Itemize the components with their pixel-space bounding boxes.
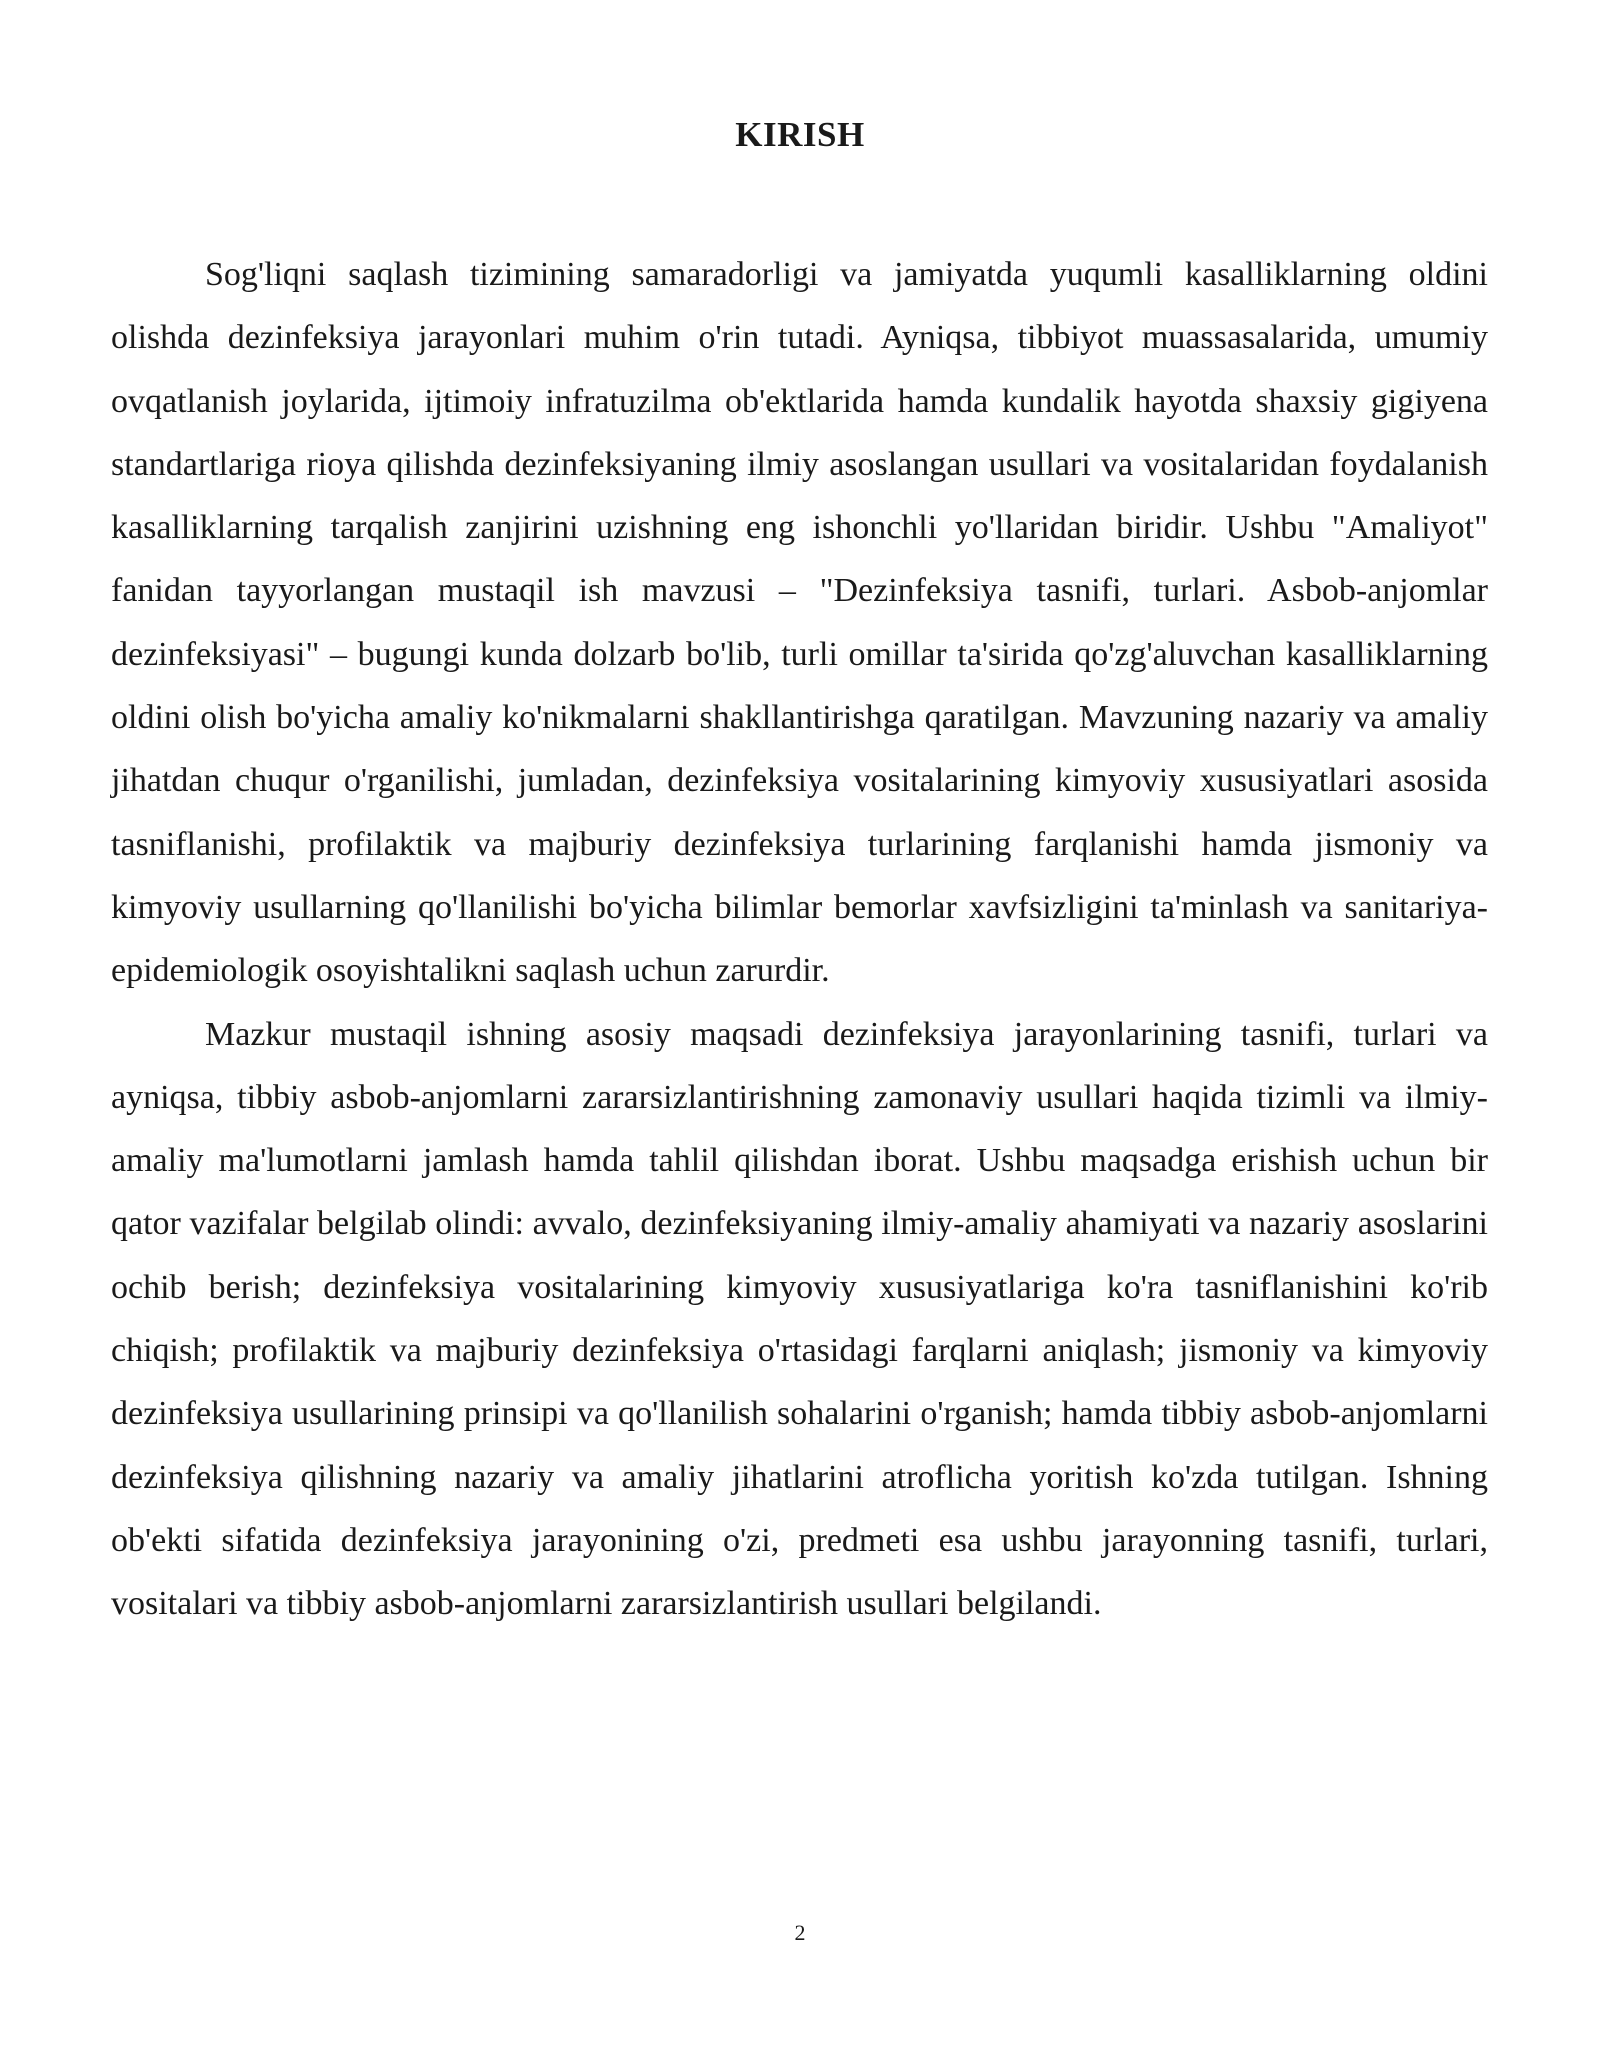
paragraph-introduction: Sog'liqni saqlash tizimining samaradorligi va jamiyatda yuqumli kasalliklarning oldini olishda dezinfeksiya jarayonlari muhim o'rin tutadi. Ayniqsa, tibbiyot muassasalarida, umumiy ovqatlanish joylarida, ijtimoiy infratuzilma ob'ektlarida hamda kundalik hayotda shaxsiy gigiyena standartlariga rioya qilishda dezinfeksiyaning ilmiy asoslangan usullari va vositalaridan foydalanish kasalliklarning tarqalish zanjirini uzishning eng ishonchli yo'llaridan biridir. Ushbu "Amaliyot" fanidan tayyorlangan mustaqil ish mavzusi – "Dezinfeksiya tasnifi, turlari. Asbob-anjomlar dezinfeksiyasi" – bugungi kunda dolzarb bo'lib, turli omillar ta'sirida qo'zg'aluvchan kasalliklarning oldini olish bo'yicha amaliy ko'nikmalarni shakllantirishga qaratilgan. Mavzuning nazariy va amaliy jihatdan chuqur o'rganilishi, jumladan, dezinfeksiya vositalarining kimyoviy xususiyatlari asosida tasniflanishi, profilaktik va majburiy dezinfeksiya turlarining farqlanishi hamda jismoniy va kimyoviy usullarning qo'llanilishi bo'yicha bilimlar bemorlar xavfsizligini ta'minlash va sanitariya-epidemiologik osoyishtalikni saqlash uchun zarurdir.	[111, 256, 1488, 990]
paragraph-objectives: Mazkur mustaqil ishning asosiy maqsadi dezinfeksiya jarayonlarining tasnifi, turlari va ayniqsa, tibbiy asbob-anjomlarni zararsizlantirishning zamonaviy usullari haqida tizimli va ilmiy-amaliy ma'lumotlarni jamlash hamda tahlil qilishdan iborat. Ushbu maqsadga erishish uchun bir qator vazifalar belgilab olindi: avvalo, dezinfeksiyaning ilmiy-amaliy ahamiyati va nazariy asoslarini ochib berish; dezinfeksiya vositalarining kimyoviy xususiyatlariga ko'ra tasniflanishini ko'rib chiqish; profilaktik va majburiy dezinfeksiya o'rtasidagi farqlarni aniqlash; jismoniy va kimyoviy dezinfeksiya usullarining prinsipi va qo'llanilish sohalarini o'rganish; hamda tibbiy asbob-anjomlarni dezinfeksiya qilishning nazariy va amaliy jihatlarini atroflicha yoritish ko'zda tutilgan. Ishning ob'ekti sifatida dezinfeksiya jarayonining o'zi, predmeti esa ushbu jarayonning tasnifi, turlari, vositalari va tibbiy asbob-anjomlarni zararsizlantirish usullari belgilandi.	[111, 1015, 1488, 1623]
section-title: KIRISH	[735, 115, 865, 154]
page-number: 2	[794, 1920, 806, 1945]
body-text	[111, 243, 1488, 1636]
